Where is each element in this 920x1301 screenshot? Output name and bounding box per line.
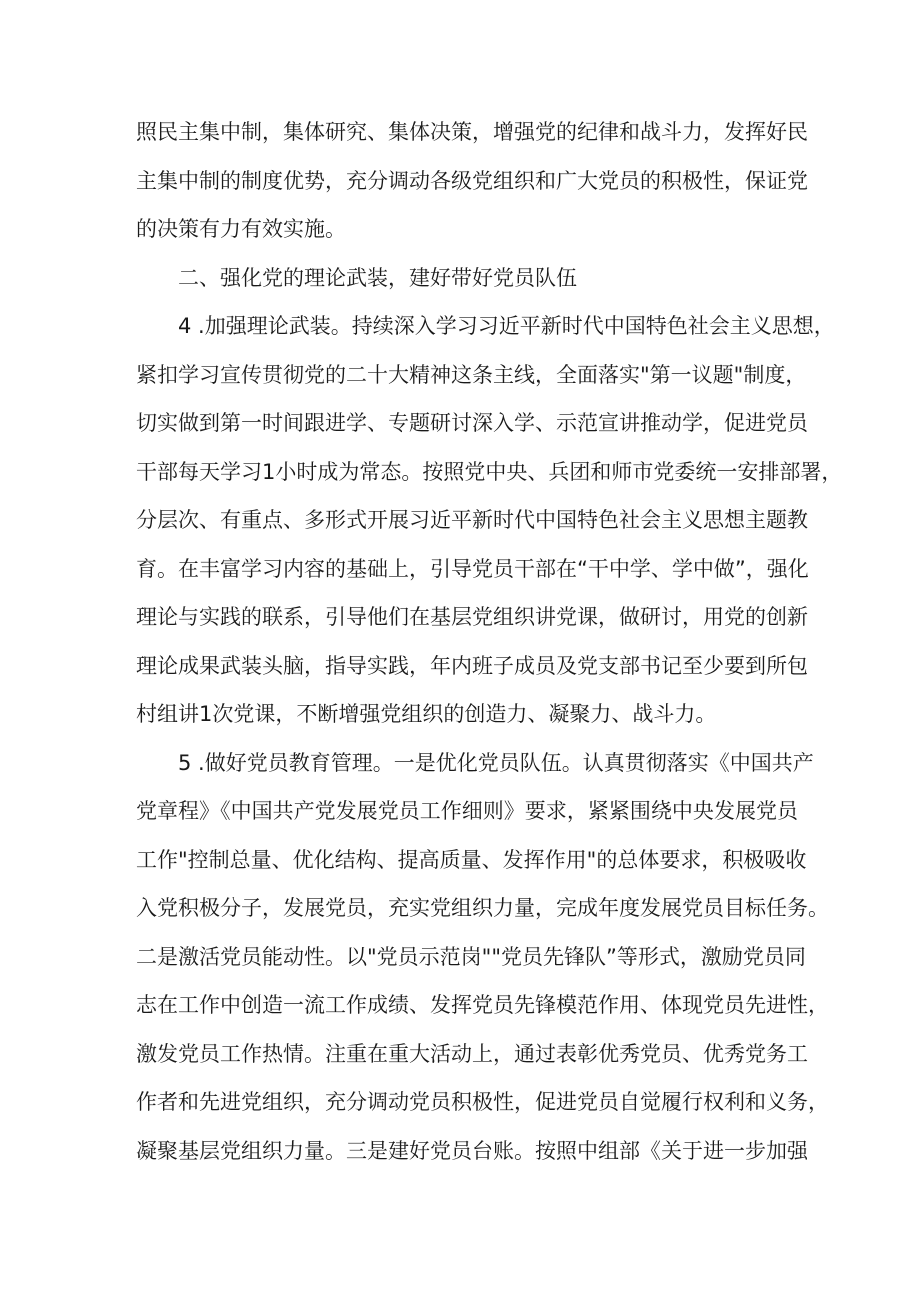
paragraph-line: 紧扣学习宣传贯彻党的二十大精神这条主线，全面落实"第一议题"制度，: [136, 362, 807, 387]
paragraph-line: 作者和先进党组织，充分调动党员积极性，促进党员自觉履行权利和义务，: [136, 1090, 829, 1114]
paragraph-line: 育。在丰富学习内容的基础上，引导党员干部在“干中学、学中做”，强化: [136, 556, 809, 581]
paragraph-line: 志在工作中创造一流工作成绩、发挥党员先锋模范作用、体现党员先进性，: [136, 993, 829, 1017]
document-body: [136, 108, 843, 1175]
paragraph-line: 分层次、有重点、多形式开展习近平新时代中国特色社会主义思想主题教: [136, 508, 808, 532]
paragraph-line: 切实做到第一时间跟进学、专题研讨深入学、示范宣讲推动学，促进党员: [136, 411, 808, 435]
paragraph-line: 理论成果武装头脑，指导实践，年内班子成员及党支部书记至少要到所包: [136, 653, 808, 678]
paragraph-line: 激发党员工作热情。注重在重大活动上，通过表彰优秀党员、优秀党务工: [136, 1041, 808, 1066]
paragraph-line: 入党积极分子，发展党员，充实党组织力量，完成年度发展党员目标任务。: [136, 896, 829, 920]
paragraph-line: 二是激活党员能动性。以"党员示范岗""党员先锋队”等形式，激励党员同: [136, 944, 806, 969]
paragraph-line: 照民主集中制，集体研究、集体决策，增强党的纪律和战斗力，发挥好民: [136, 120, 808, 144]
paragraph-line: 5 .做好党员教育管理。一是优化党员队伍。认真贯彻落实《中国共产: [178, 750, 814, 775]
paragraph-line: 的决策有力有效实施。: [136, 217, 346, 241]
paragraph-line: 干部每天学习1小时成为常态。按照党中央、兵团和师市党委统一安排部署，: [136, 459, 843, 484]
paragraph-line: 村组讲1次党课，不断增强党组织的创造力、凝聚力、战斗力。: [136, 702, 717, 726]
paragraph-line: 理论与实践的联系，引导他们在基层党组织讲党课，做研讨，用党的创新: [136, 605, 808, 629]
paragraph-line: 凝聚基层党组织力量。三是建好党员台账。按照中组部《关于进一步加强: [136, 1138, 808, 1163]
section-heading: 二、强化党的理论武装，建好带好党员队伍: [178, 265, 577, 290]
paragraph-line: 工作"控制总量、优化结构、提高质量、发挥作用"的总体要求，积极吸收: [136, 847, 807, 872]
paragraph-line: 党章程》《中国共产党发展党员工作细则》要求，紧紧围绕中央发展党员: [136, 799, 798, 823]
paragraph-line: 4 .加强理论武装。持续深入学习习近平新时代中国特色社会主义思想，: [178, 314, 835, 338]
paragraph-line: 主集中制的制度优势，充分调动各级党组织和广大党员的积极性，保证党: [136, 168, 808, 193]
